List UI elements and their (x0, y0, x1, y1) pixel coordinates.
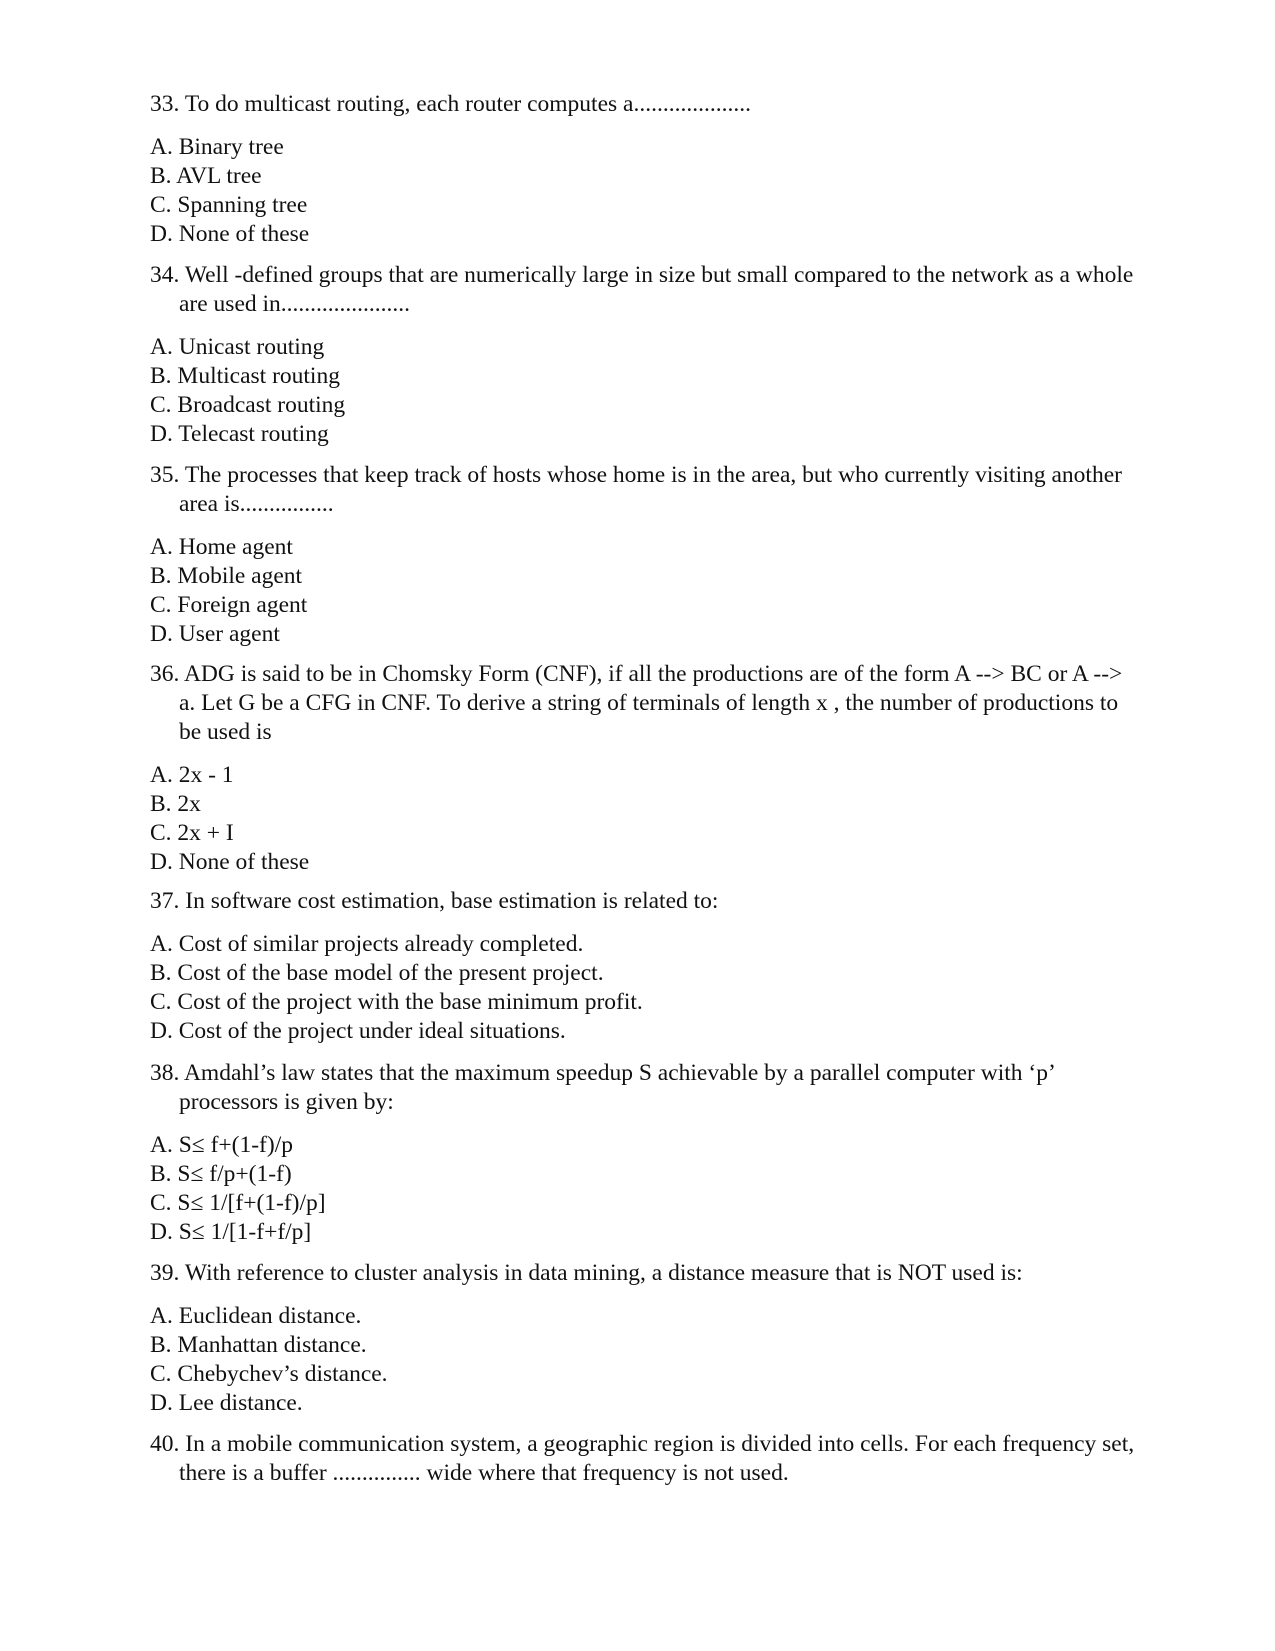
question-38 (150, 1059, 1135, 1247)
option-b: B. AVL tree (150, 163, 262, 189)
option-list (150, 761, 1135, 877)
question-stem: 37. In software cost estimation, base estimation is related to: (150, 888, 719, 914)
question-40 (150, 1430, 1135, 1488)
question-stem: 38. Amdahl’s law states that the maximum speedup S achievable by a parallel computer with ‘p’ processors is given by: (150, 1060, 1055, 1115)
option-list (150, 333, 1135, 449)
question-stem: 35. The processes that keep track of hosts whose home is in the area, but who currently visiting another area is................ (150, 462, 1122, 517)
question-stem: 33. To do multicast routing, each router computes a.................... (150, 91, 751, 117)
option-c: C. Spanning tree (150, 192, 308, 218)
option-a: A. S≤ f+(1-f)/p (150, 1132, 293, 1158)
option-b: B. Cost of the base model of the present project. (150, 960, 604, 986)
option-a: A. Home agent (150, 534, 293, 560)
question-33 (150, 90, 1135, 249)
option-d: D. None of these (150, 849, 310, 875)
option-c: C. Foreign agent (150, 592, 308, 618)
option-list (150, 133, 1135, 249)
option-a: A. Euclidean distance. (150, 1303, 362, 1329)
option-list (150, 930, 1135, 1046)
question-36 (150, 660, 1135, 877)
option-c: C. Cost of the project with the base minimum profit. (150, 989, 643, 1015)
option-d: D. None of these (150, 221, 310, 247)
option-b: B. Manhattan distance. (150, 1332, 367, 1358)
option-b: B. S≤ f/p+(1-f) (150, 1161, 292, 1187)
option-list (150, 1302, 1135, 1418)
option-c: C. 2x + I (150, 820, 234, 846)
option-b: B. Mobile agent (150, 563, 303, 589)
question-39 (150, 1259, 1135, 1418)
question-34 (150, 261, 1135, 449)
question-35 (150, 461, 1135, 649)
question-37 (150, 887, 1135, 1046)
question-stem: 39. With reference to cluster analysis in data mining, a distance measure that is NOT used is: (150, 1260, 1023, 1286)
option-c: C. Chebychev’s distance. (150, 1361, 388, 1387)
option-c: C. S≤ 1/[f+(1-f)/p] (150, 1190, 326, 1216)
option-d: D. S≤ 1/[1-f+f/p] (150, 1219, 312, 1245)
option-d: D. User agent (150, 621, 280, 647)
option-a: A. 2x - 1 (150, 762, 234, 788)
option-b: B. Multicast routing (150, 363, 340, 389)
option-a: A. Unicast routing (150, 334, 325, 360)
question-stem: 34. Well -defined groups that are numerically large in size but small compared to the network as a whole are used in...................... (150, 262, 1134, 317)
option-d: D. Lee distance. (150, 1390, 303, 1416)
option-d: D. Telecast routing (150, 421, 329, 447)
option-list (150, 1131, 1135, 1247)
option-d: D. Cost of the project under ideal situations. (150, 1018, 566, 1044)
option-a: A. Cost of similar projects already completed. (150, 931, 584, 957)
question-stem: 36. ADG is said to be in Chomsky Form (CNF), if all the productions are of the form A --> BC or A --> a. Let G be a CFG in CNF. To derive a string of terminals of length x , the number of productions to be used is (150, 661, 1123, 745)
option-b: B. 2x (150, 791, 201, 817)
option-c: C. Broadcast routing (150, 392, 346, 418)
question-stem: 40. In a mobile communication system, a geographic region is divided into cells. For each frequency set, there is a buffer ............... wide where that frequency is not used. (150, 1431, 1135, 1486)
option-list (150, 533, 1135, 649)
option-a: A. Binary tree (150, 134, 284, 160)
